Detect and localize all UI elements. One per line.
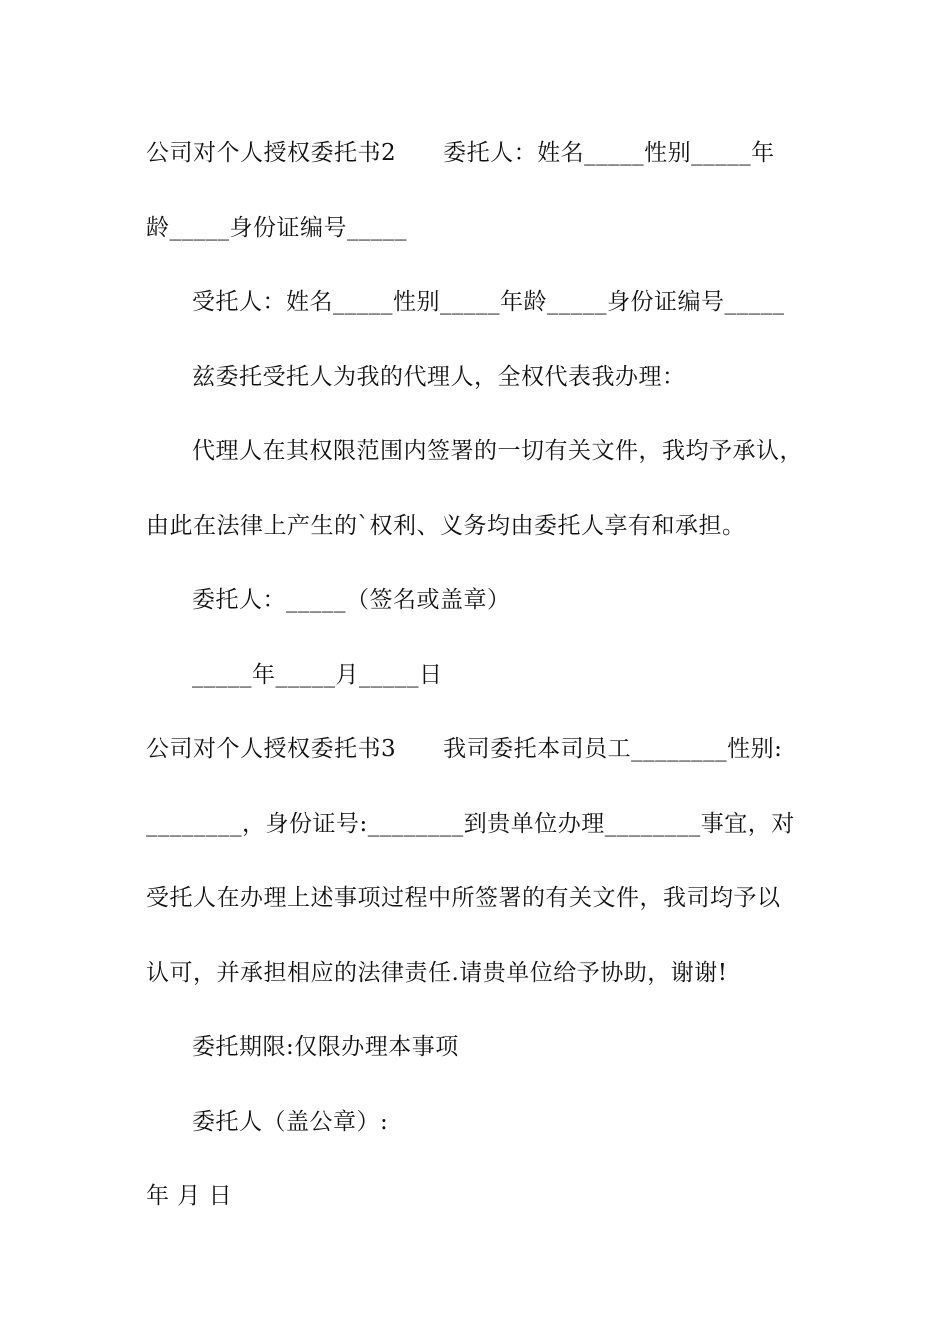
doc-line-5: 代理人在其权限范围内签署的一切有关文件，我均予承认， <box>192 438 803 464</box>
doc-line-10: ________，身份证号:________到贵单位办理________事宜，对 <box>146 810 795 837</box>
doc-line-7: 委托人：_____（签名或盖章） <box>192 587 511 613</box>
doc-line-14: 委托人（盖公章）: <box>192 1108 389 1135</box>
doc-line-12: 认可，并承担相应的法律责任.请贵单位给予协助，谢谢! <box>146 959 728 986</box>
doc-line-6: 由此在法律上产生的`权利、义务均由委托人享有和承担。 <box>146 512 746 539</box>
doc-line-3: 受托人：姓名_____性别_____年龄_____身份证编号_____ <box>192 289 785 315</box>
document-body <box>146 130 826 1248</box>
doc-line-4: 兹委托受托人为我的代理人，全权代表我办理： <box>192 363 686 390</box>
doc-line-13: 委托期限:仅限办理本事项 <box>192 1034 459 1060</box>
doc-line-11: 受托人在办理上述事项过程中所签署的有关文件，我司均予以 <box>146 885 781 911</box>
doc-line-15: 年 月 日 <box>146 1183 233 1209</box>
doc-line-8: _____年_____月_____日 <box>192 661 443 688</box>
doc-line-1: 公司对个人授权委托书2 委托人：姓名_____性别_____年 <box>146 140 775 166</box>
doc-line-9: 公司对个人授权委托书3 我司委托本司员工________性别: <box>146 736 783 762</box>
doc-line-2: 龄_____身份证编号_____ <box>146 214 407 241</box>
